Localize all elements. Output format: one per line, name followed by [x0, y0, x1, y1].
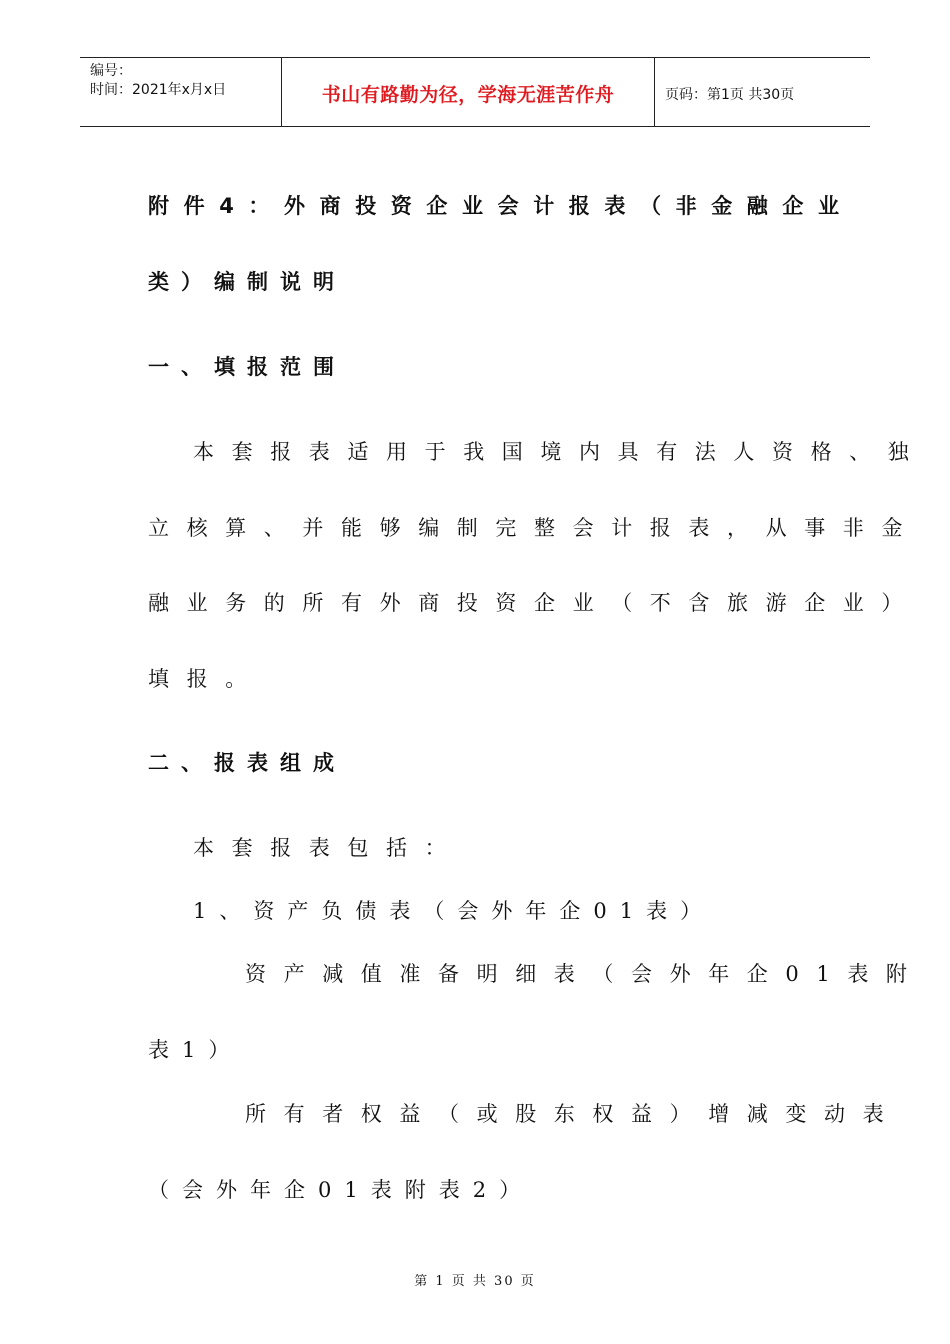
list-item: 1、资产负债表（会外年企01表） — [193, 899, 715, 923]
section-heading-scope: 一、填报范围 — [148, 355, 346, 379]
list-subitem-line: 表1） — [148, 1038, 243, 1062]
document-title-line1: 附件4：外商投资企业会计报表（非金融企业 — [148, 194, 854, 218]
header-meta — [90, 62, 226, 100]
header-page-label: 页码：第1页 共30页 — [665, 87, 795, 103]
header-motto: 书山有路勤为径，学海无涯苦作舟 — [321, 84, 615, 106]
document-title-line2: 类）编制说明 — [148, 270, 346, 294]
paragraph-line: 填报。 — [148, 667, 264, 691]
number-label: 编号： — [90, 63, 132, 79]
section-heading-composition: 二、报表组成 — [148, 751, 346, 775]
list-subitem-line: 所有者权益（或股东权益）增减变动表 — [245, 1102, 902, 1126]
page-footer: 第 1 页 共 30 页 — [414, 1274, 536, 1289]
paragraph-line: 立核算、并能够编制完整会计报表，从事非金 — [148, 516, 920, 540]
list-subitem-line: 资产减值准备明细表（会外年企01表附 — [245, 962, 925, 986]
paragraph-line: 融业务的所有外商投资企业（不含旅游企业） — [148, 591, 920, 615]
time-label: 时间：2021年x月x日 — [90, 82, 227, 98]
document-header — [80, 57, 870, 127]
intro-line: 本套报表包括： — [193, 836, 464, 860]
list-subitem-line: （会外年企01表附表2） — [148, 1178, 534, 1202]
header-divider — [654, 58, 655, 126]
paragraph-line: 本套报表适用于我国境内具有法人资格、独 — [193, 440, 927, 464]
